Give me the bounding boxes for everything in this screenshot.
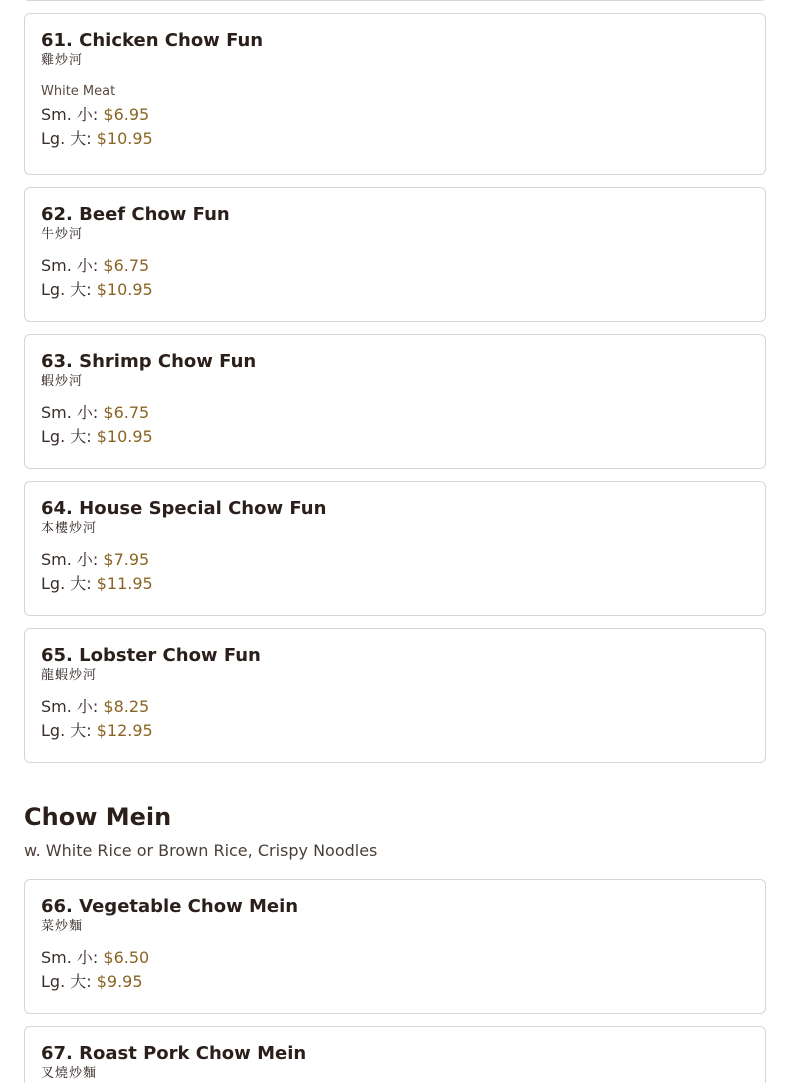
size-label: Lg. 大: (41, 972, 92, 991)
item-description: White Meat (41, 84, 116, 99)
item-chinese-name: 本樓炒河 (41, 521, 98, 536)
price-value: $10.95 (96, 129, 153, 148)
price-large (41, 719, 749, 743)
price-small (41, 695, 749, 719)
price-small (41, 103, 749, 127)
item-chinese-name: 叉燒炒麵 (41, 1066, 98, 1081)
menu-item-card[interactable] (24, 334, 766, 469)
menu-item-card-partial (24, 0, 766, 1)
price-value: $10.95 (96, 280, 153, 299)
item-chinese-name: 龍蝦炒河 (41, 668, 98, 683)
price-value: $6.95 (103, 105, 150, 124)
price-large (41, 278, 749, 302)
menu-item-card[interactable] (24, 13, 766, 175)
size-label: Sm. 小: (41, 403, 99, 422)
section-subtitle: w. White Rice or Brown Rice, Crispy Noodles (24, 841, 378, 860)
menu-item-card[interactable] (24, 187, 766, 322)
price-list (41, 946, 749, 994)
price-value: $6.50 (103, 948, 150, 967)
size-label: Sm. 小: (41, 697, 99, 716)
size-label: Lg. 大: (41, 129, 92, 148)
item-chinese-name: 牛炒河 (41, 227, 84, 242)
price-value: $10.95 (96, 427, 153, 446)
price-list (41, 254, 749, 302)
menu-item-card[interactable] (24, 879, 766, 1014)
menu-item-card[interactable] (24, 628, 766, 763)
price-small (41, 254, 749, 278)
price-value: $9.95 (96, 972, 143, 991)
price-list (41, 548, 749, 596)
menu-item-card[interactable] (24, 1026, 766, 1083)
price-list (41, 401, 749, 449)
price-value: $11.95 (96, 574, 153, 593)
price-value: $6.75 (103, 256, 150, 275)
price-value: $6.75 (103, 403, 150, 422)
size-label: Lg. 大: (41, 280, 92, 299)
section-title: Chow Mein (24, 803, 172, 831)
item-title: 66. Vegetable Chow Mein (41, 896, 299, 917)
size-label: Lg. 大: (41, 721, 92, 740)
item-title: 62. Beef Chow Fun (41, 204, 230, 225)
menu-item-card[interactable] (24, 481, 766, 616)
price-large (41, 572, 749, 596)
price-large (41, 425, 749, 449)
item-title: 64. House Special Chow Fun (41, 498, 327, 519)
size-label: Sm. 小: (41, 256, 99, 275)
size-label: Sm. 小: (41, 105, 99, 124)
price-small (41, 401, 749, 425)
size-label: Lg. 大: (41, 574, 92, 593)
price-large (41, 127, 749, 151)
item-title: 63. Shrimp Chow Fun (41, 351, 257, 372)
price-value: $12.95 (96, 721, 153, 740)
price-value: $7.95 (103, 550, 150, 569)
item-title: 65. Lobster Chow Fun (41, 645, 261, 666)
size-label: Sm. 小: (41, 948, 99, 967)
item-chinese-name: 蝦炒河 (41, 374, 84, 389)
size-label: Lg. 大: (41, 427, 92, 446)
item-chinese-name: 菜炒麵 (41, 919, 84, 934)
price-small (41, 548, 749, 572)
item-title: 61. Chicken Chow Fun (41, 30, 264, 51)
price-small (41, 946, 749, 970)
price-list (41, 103, 749, 151)
item-title: 67. Roast Pork Chow Mein (41, 1043, 307, 1064)
item-chinese-name: 雞炒河 (41, 53, 84, 68)
price-list (41, 695, 749, 743)
size-label: Sm. 小: (41, 550, 99, 569)
price-value: $8.25 (103, 697, 150, 716)
price-large (41, 970, 749, 994)
